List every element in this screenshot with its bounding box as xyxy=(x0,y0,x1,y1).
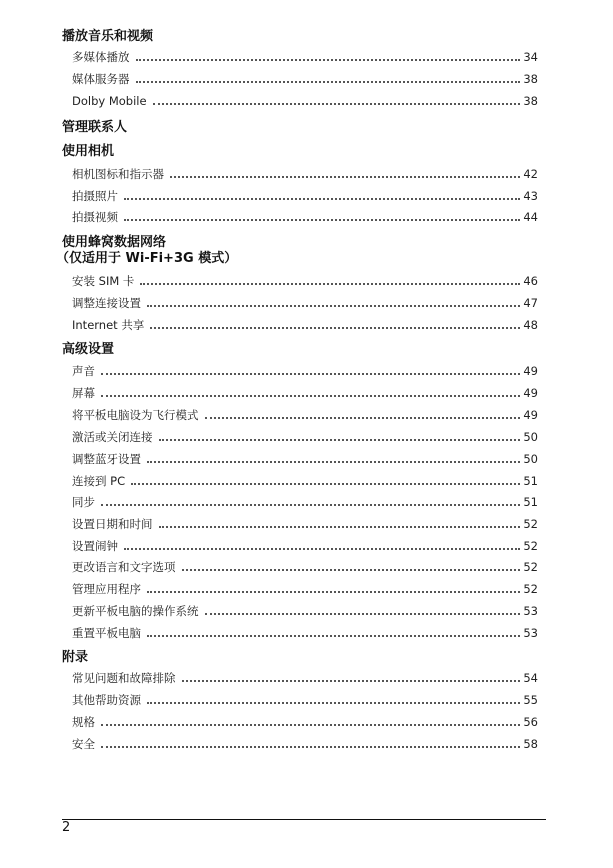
dot-leader xyxy=(205,417,521,419)
toc-entry[interactable] xyxy=(72,295,538,311)
entry-title: 拍摄视频 xyxy=(72,210,118,224)
entry-title: 设置日期和时间 xyxy=(72,517,153,531)
entry-title: 声音 xyxy=(72,364,95,378)
toc-entry[interactable] xyxy=(72,209,538,225)
entry-page: 52 xyxy=(523,560,538,574)
entry-title: Dolby Mobile xyxy=(72,94,147,108)
entry-page: 38 xyxy=(523,94,538,108)
dot-leader xyxy=(101,373,520,375)
toc-entry[interactable] xyxy=(72,273,538,289)
dot-leader xyxy=(153,103,521,105)
entry-page: 34 xyxy=(523,50,538,64)
entry-title: 规格 xyxy=(72,715,95,729)
entry-page: 47 xyxy=(523,296,538,310)
dot-leader xyxy=(101,395,520,397)
entry-title: 重置平板电脑 xyxy=(72,626,141,640)
dot-leader xyxy=(124,219,520,221)
toc-entry[interactable] xyxy=(72,538,538,554)
dot-leader xyxy=(147,305,520,307)
entry-page: 50 xyxy=(523,430,538,444)
section-heading: 管理联系人 xyxy=(62,120,128,135)
entry-title: 更改语言和文字选项 xyxy=(72,560,176,574)
section-heading: 使用相机 xyxy=(62,144,115,159)
entry-page: 53 xyxy=(523,604,538,618)
dot-leader xyxy=(140,283,520,285)
entry-title: 将平板电脑设为飞行模式 xyxy=(72,408,199,422)
entry-page: 54 xyxy=(523,671,538,685)
toc-entry[interactable] xyxy=(72,71,538,87)
toc-entry[interactable] xyxy=(72,49,538,65)
entry-page: 52 xyxy=(523,539,538,553)
dot-leader xyxy=(159,526,521,528)
entry-title: Internet 共享 xyxy=(72,318,145,332)
entry-page: 44 xyxy=(523,210,538,224)
toc-entry[interactable] xyxy=(72,516,538,532)
toc-entry[interactable] xyxy=(72,559,538,575)
entry-page: 49 xyxy=(523,408,538,422)
section-heading: 播放音乐和视频 xyxy=(62,29,154,44)
entry-page: 52 xyxy=(523,582,538,596)
entry-title: 同步 xyxy=(72,495,95,509)
dot-leader xyxy=(101,724,520,726)
dot-leader xyxy=(150,327,520,329)
toc-entry[interactable] xyxy=(72,407,538,423)
toc-entry[interactable] xyxy=(72,603,538,619)
entry-title: 激活或关闭连接 xyxy=(72,430,153,444)
dot-leader xyxy=(147,635,520,637)
entry-page: 46 xyxy=(523,274,538,288)
toc-entry[interactable] xyxy=(72,451,538,467)
entry-title: 安装 SIM 卡 xyxy=(72,274,135,288)
toc-entry[interactable] xyxy=(72,363,538,379)
dot-leader xyxy=(147,591,520,593)
entry-title: 相机图标和指示器 xyxy=(72,167,164,181)
dot-leader xyxy=(182,680,521,682)
entry-title: 管理应用程序 xyxy=(72,582,141,596)
dot-leader xyxy=(124,198,520,200)
section-heading: 附录 xyxy=(62,650,89,665)
section-subheading: （仅适用于 Wi-Fi+3G 模式） xyxy=(56,251,238,266)
page-number: 2 xyxy=(62,820,71,835)
entry-title: 多媒体播放 xyxy=(72,50,130,64)
entry-title: 拍摄照片 xyxy=(72,189,118,203)
entry-page: 49 xyxy=(523,364,538,378)
dot-leader xyxy=(131,483,520,485)
entry-page: 49 xyxy=(523,386,538,400)
entry-page: 51 xyxy=(523,495,538,509)
entry-page: 53 xyxy=(523,626,538,640)
entry-page: 51 xyxy=(523,474,538,488)
entry-page: 42 xyxy=(523,167,538,181)
toc-entry[interactable] xyxy=(72,581,538,597)
entry-page: 50 xyxy=(523,452,538,466)
entry-title: 连接到 PC xyxy=(72,474,126,488)
dot-leader xyxy=(124,548,520,550)
footer-rule xyxy=(62,819,546,820)
entry-title: 调整连接设置 xyxy=(72,296,141,310)
section-heading: 高级设置 xyxy=(62,342,115,357)
entry-title: 调整蓝牙设置 xyxy=(72,452,141,466)
toc-entry[interactable] xyxy=(72,317,538,333)
entry-page: 55 xyxy=(523,693,538,707)
entry-page: 52 xyxy=(523,517,538,531)
entry-title: 设置闹钟 xyxy=(72,539,118,553)
entry-title: 安全 xyxy=(72,737,95,751)
entry-title: 其他帮助资源 xyxy=(72,693,141,707)
dot-leader xyxy=(205,613,521,615)
entry-page: 48 xyxy=(523,318,538,332)
entry-title: 屏幕 xyxy=(72,386,95,400)
toc-entry[interactable] xyxy=(72,670,538,686)
dot-leader xyxy=(101,746,520,748)
toc-entry[interactable] xyxy=(72,736,538,752)
entry-page: 38 xyxy=(523,72,538,86)
dot-leader xyxy=(147,461,520,463)
dot-leader xyxy=(182,569,521,571)
entry-title: 媒体服务器 xyxy=(72,72,130,86)
dot-leader xyxy=(136,59,521,61)
toc-entry[interactable] xyxy=(72,166,538,182)
section-heading: 使用蜂窝数据网络 xyxy=(62,235,167,250)
toc-entry[interactable] xyxy=(72,692,538,708)
entry-title: 常见问题和故障排除 xyxy=(72,671,176,685)
entry-title: 更新平板电脑的操作系统 xyxy=(72,604,199,618)
dot-leader xyxy=(147,702,520,704)
toc-entry[interactable] xyxy=(72,188,538,204)
entry-page: 58 xyxy=(523,737,538,751)
dot-leader xyxy=(170,176,520,178)
entry-page: 56 xyxy=(523,715,538,729)
toc-entry[interactable] xyxy=(72,494,538,510)
toc-entry[interactable] xyxy=(72,93,538,109)
toc-entry[interactable] xyxy=(72,473,538,489)
dot-leader xyxy=(136,81,521,83)
entry-page: 43 xyxy=(523,189,538,203)
toc-entry[interactable] xyxy=(72,625,538,641)
dot-leader xyxy=(159,439,521,441)
toc-entry[interactable] xyxy=(72,714,538,730)
toc-entry[interactable] xyxy=(72,429,538,445)
dot-leader xyxy=(101,504,520,506)
toc-entry[interactable] xyxy=(72,385,538,401)
